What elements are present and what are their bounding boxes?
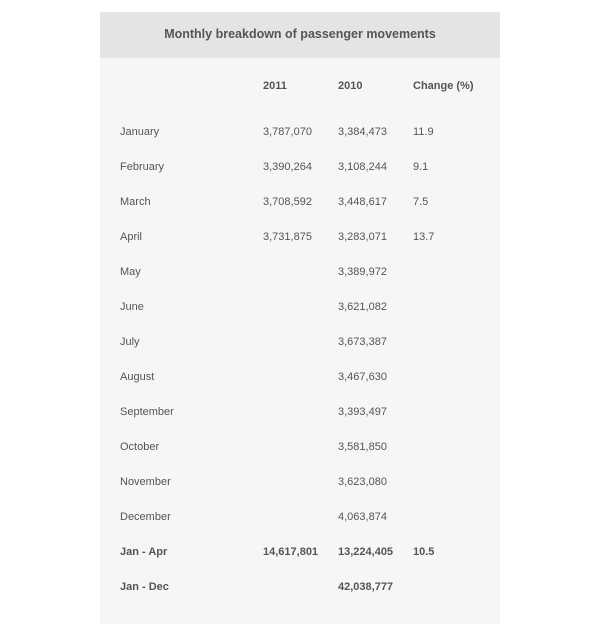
row-july-month: July xyxy=(120,336,140,348)
row-october-2010: 3,581,850 xyxy=(338,441,387,453)
row-february-2011: 3,390,264 xyxy=(263,161,312,173)
row-march-2011: 3,708,592 xyxy=(263,196,312,208)
row-march-change: 7.5 xyxy=(413,196,429,208)
row-april-2010: 3,283,071 xyxy=(338,231,387,243)
row-december-month: December xyxy=(120,511,171,523)
total-jan-dec-2010: 42,038,777 xyxy=(338,581,394,593)
row-january-2010: 3,384,473 xyxy=(338,126,387,138)
total-jan-apr-2011: 14,617,801 xyxy=(263,546,319,558)
row-september-month: September xyxy=(120,406,174,418)
row-february-change: 9.1 xyxy=(413,161,429,173)
row-may-month: May xyxy=(120,266,141,278)
total-jan-dec-label: Jan - Dec xyxy=(120,581,169,593)
row-january-month: January xyxy=(120,126,160,138)
row-may-2010: 3,389,972 xyxy=(338,266,387,278)
total-jan-apr-2010: 13,224,405 xyxy=(338,546,394,558)
row-april-change: 13.7 xyxy=(413,231,435,243)
row-august-2010: 3,467,630 xyxy=(338,371,387,383)
column-header-change: Change (%) xyxy=(413,80,474,92)
column-header-2010: 2010 xyxy=(338,80,363,92)
row-november-month: November xyxy=(120,476,171,488)
passenger-movements-table xyxy=(100,12,500,624)
table-title: Monthly breakdown of passenger movements xyxy=(164,27,436,41)
row-september-2010: 3,393,497 xyxy=(338,406,387,418)
row-january-2011: 3,787,070 xyxy=(263,126,312,138)
row-february-month: February xyxy=(120,161,165,173)
row-july-2010: 3,673,387 xyxy=(338,336,387,348)
row-april-month: April xyxy=(120,231,143,243)
row-april-2011: 3,731,875 xyxy=(263,231,312,243)
row-october-month: October xyxy=(120,441,160,453)
row-february-2010: 3,108,244 xyxy=(338,161,387,173)
row-november-2010: 3,623,080 xyxy=(338,476,387,488)
row-march-2010: 3,448,617 xyxy=(338,196,387,208)
column-header-2011: 2011 xyxy=(263,80,287,92)
total-jan-apr-label: Jan - Apr xyxy=(120,546,168,558)
row-december-2010: 4,063,874 xyxy=(338,511,387,523)
row-august-month: August xyxy=(120,371,155,383)
total-jan-apr-change: 10.5 xyxy=(413,546,435,558)
row-january-change: 11.9 xyxy=(413,126,434,138)
row-june-2010: 3,621,082 xyxy=(338,301,387,313)
row-march-month: March xyxy=(120,196,151,208)
row-june-month: June xyxy=(120,301,144,313)
table-header-bar xyxy=(100,12,500,58)
